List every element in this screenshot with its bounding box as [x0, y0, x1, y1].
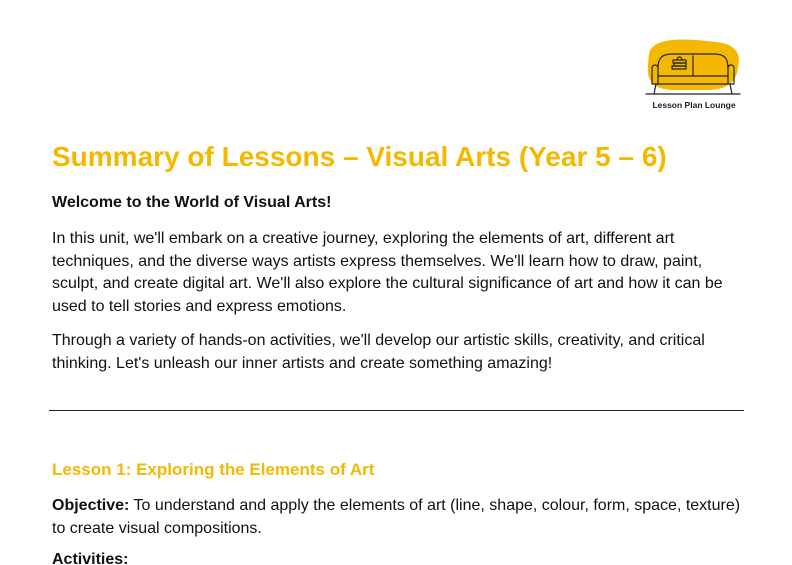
intro-paragraph-1: In this unit, we'll embark on a creative journey, exploring the elements of art, different art techniques, and the diverse ways artists express themselves. We'll learn how to draw, paint, sculpt, and create digital art. We'll also explore the cultural significance of art and how it can be used to tell stories and express emotions. — [52, 230, 723, 315]
intro-paragraph-2: Through a variety of hands-on activities, we'll develop our artistic skills, creativity, and critical thinking. Let's unleash our inner artists and create something amazing! — [52, 332, 705, 372]
lesson-1-heading: Lesson 1: Exploring the Elements of Art — [52, 460, 375, 479]
objective-text: To understand and apply the elements of art (line, shape, colour, form, space, texture) to create visual compositions. — [52, 497, 741, 537]
page-title: Summary of Lessons – Visual Arts (Year 5 – 6) — [52, 141, 667, 172]
lesson-1-objective — [52, 495, 752, 540]
sofa-with-books-icon — [644, 38, 742, 100]
logo-text: Lesson Plan Lounge — [652, 100, 736, 110]
logo — [642, 38, 746, 114]
welcome-heading: Welcome to the World of Visual Arts! — [52, 194, 332, 211]
activities-label: Activities: — [52, 551, 129, 565]
section-divider — [49, 410, 744, 411]
objective-label: Objective: — [52, 497, 130, 514]
